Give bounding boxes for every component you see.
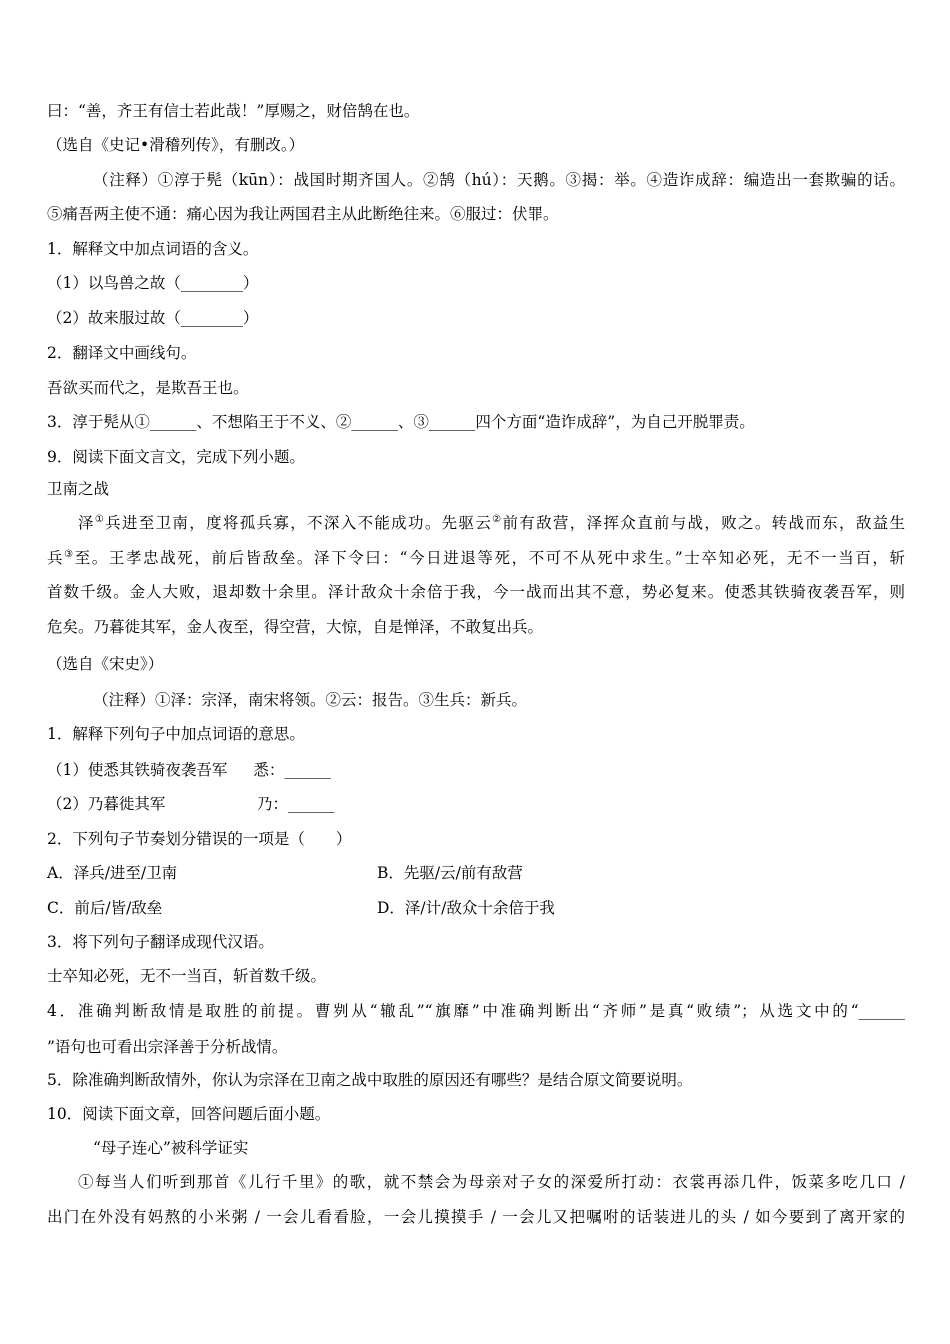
passage-line <box>47 513 905 533</box>
sub-question: （1）以鸟兽之故（________） <box>47 274 259 292</box>
article-line: ①每当人们听到那首《儿行千里》的歌，就不禁会为母亲对子女的深爱所打动：衣裳再添几件，饭菜多吃几口 / <box>78 1173 905 1191</box>
footnote-mark: ③ <box>64 548 75 560</box>
footnote-mark: ① <box>94 513 106 525</box>
footnote-mark: ② <box>492 513 503 525</box>
blank: 悉：______ <box>253 761 331 779</box>
quoted-sentence: 士卒知必死，无不一当百，斩首数千级。 <box>47 967 327 985</box>
passage-line <box>47 548 905 568</box>
text: （1）使悉其铁骑夜袭吾军 <box>47 761 228 779</box>
question: 2．翻译文中画线句。 <box>47 344 197 362</box>
text: 兵进至卫南，度将孤兵寡，不深入不能成功。先驱云 <box>105 514 493 532</box>
question: ”语句也可看出宗泽善于分析战情。 <box>47 1038 288 1056</box>
question: 3．淳于髡从①______、不想陷王于不义、②______、③______四个方面“造诈成辞”，为自己开脱罪责。 <box>47 413 755 431</box>
option-b: B．先驱/云/前有敌营 <box>377 864 523 882</box>
section-heading: 10．阅读下面文章，回答问题后面小题。 <box>47 1105 331 1123</box>
passage-title: 卫南之战 <box>47 480 110 498</box>
sub-question <box>47 794 905 814</box>
blank: 乃：______ <box>257 795 335 813</box>
question: 2．下列句子节奏划分错误的一项是（ ） <box>47 830 352 848</box>
question: 1．解释文中加点词语的含义。 <box>47 240 259 258</box>
sub-question: （2）故来服过故（________） <box>47 309 259 327</box>
question: 4．准确判断敌情是取胜的前提。曹刿从“辙乱”“旗靡”中准确判断出“齐师”是真“败绩”；从选文中的“______ <box>47 1002 905 1020</box>
text: 至。王孝忠战死，前后皆敌垒。泽下令曰：“今日进退等死，不可不从死中求生。”士卒知必死，无不一当百，斩 <box>74 549 905 567</box>
passage-source: （选自《宋史》） <box>47 655 164 673</box>
passage-line: 首数千级。金人大败，退却数十余里。泽计敌众十余倍于我，今一战而出其不意，势必复来。使悉其铁骑夜袭吾军，则 <box>47 583 905 601</box>
question: 1．解释下列句子中加点词语的意思。 <box>47 725 305 743</box>
option-row <box>47 863 905 883</box>
option-c: C．前后/皆/敌垒 <box>47 899 163 917</box>
article-title: “母子连心”被科学证实 <box>93 1139 249 1157</box>
annotation-line: ⑤痛吾两主使不通：痛心因为我让两国君主从此断绝往来。⑥服过：伏罪。 <box>47 205 559 223</box>
text: 泽 <box>78 514 95 532</box>
section-heading: 9．阅读下面文言文，完成下列小题。 <box>47 448 305 466</box>
annotation: （注释）①泽：宗泽，南宋将领。②云：报告。③生兵：新兵。 <box>93 691 528 709</box>
passage-ending: 曰：“善，齐王有信士若此哉！”厚赐之，财倍鹄在也。 <box>47 102 420 120</box>
sub-question <box>47 760 905 780</box>
option-a: A．泽兵/进至/卫南 <box>47 864 178 882</box>
article-line: 出门在外没有妈熬的小米粥 / 一会儿看看脸，一会儿摸摸手 / 一会儿又把嘱咐的话装进儿的头 / 如今要到了离开家的 <box>47 1208 905 1226</box>
text: （2）乃暮徙其军 <box>47 795 166 813</box>
passage-source: （选自《史记•滑稽列传》，有删改。） <box>47 136 305 154</box>
annotation-line: （注释）①淳于髡（kūn）：战国时期齐国人。②鹄（hú）：天鹅。③揭：举。④造诈成辞：编造出一套欺骗的话。 <box>93 171 905 189</box>
option-row <box>47 898 905 918</box>
text: 兵 <box>47 549 65 567</box>
passage-line: 危矣。乃暮徙其军，金人夜至，得空营，大惊，自是惮泽，不敢复出兵。 <box>47 618 544 636</box>
text: 前有敌营，泽挥众直前与战，败之。转战而东，敌益生 <box>502 514 905 532</box>
question: 5．除准确判断敌情外，你认为宗泽在卫南之战中取胜的原因还有哪些？是结合原文简要说明。 <box>47 1071 693 1089</box>
option-d: D．泽/计/敌众十余倍于我 <box>377 899 555 917</box>
question: 3．将下列句子翻译成现代汉语。 <box>47 933 274 951</box>
quoted-sentence: 吾欲买而代之，是欺吾王也。 <box>47 379 249 397</box>
